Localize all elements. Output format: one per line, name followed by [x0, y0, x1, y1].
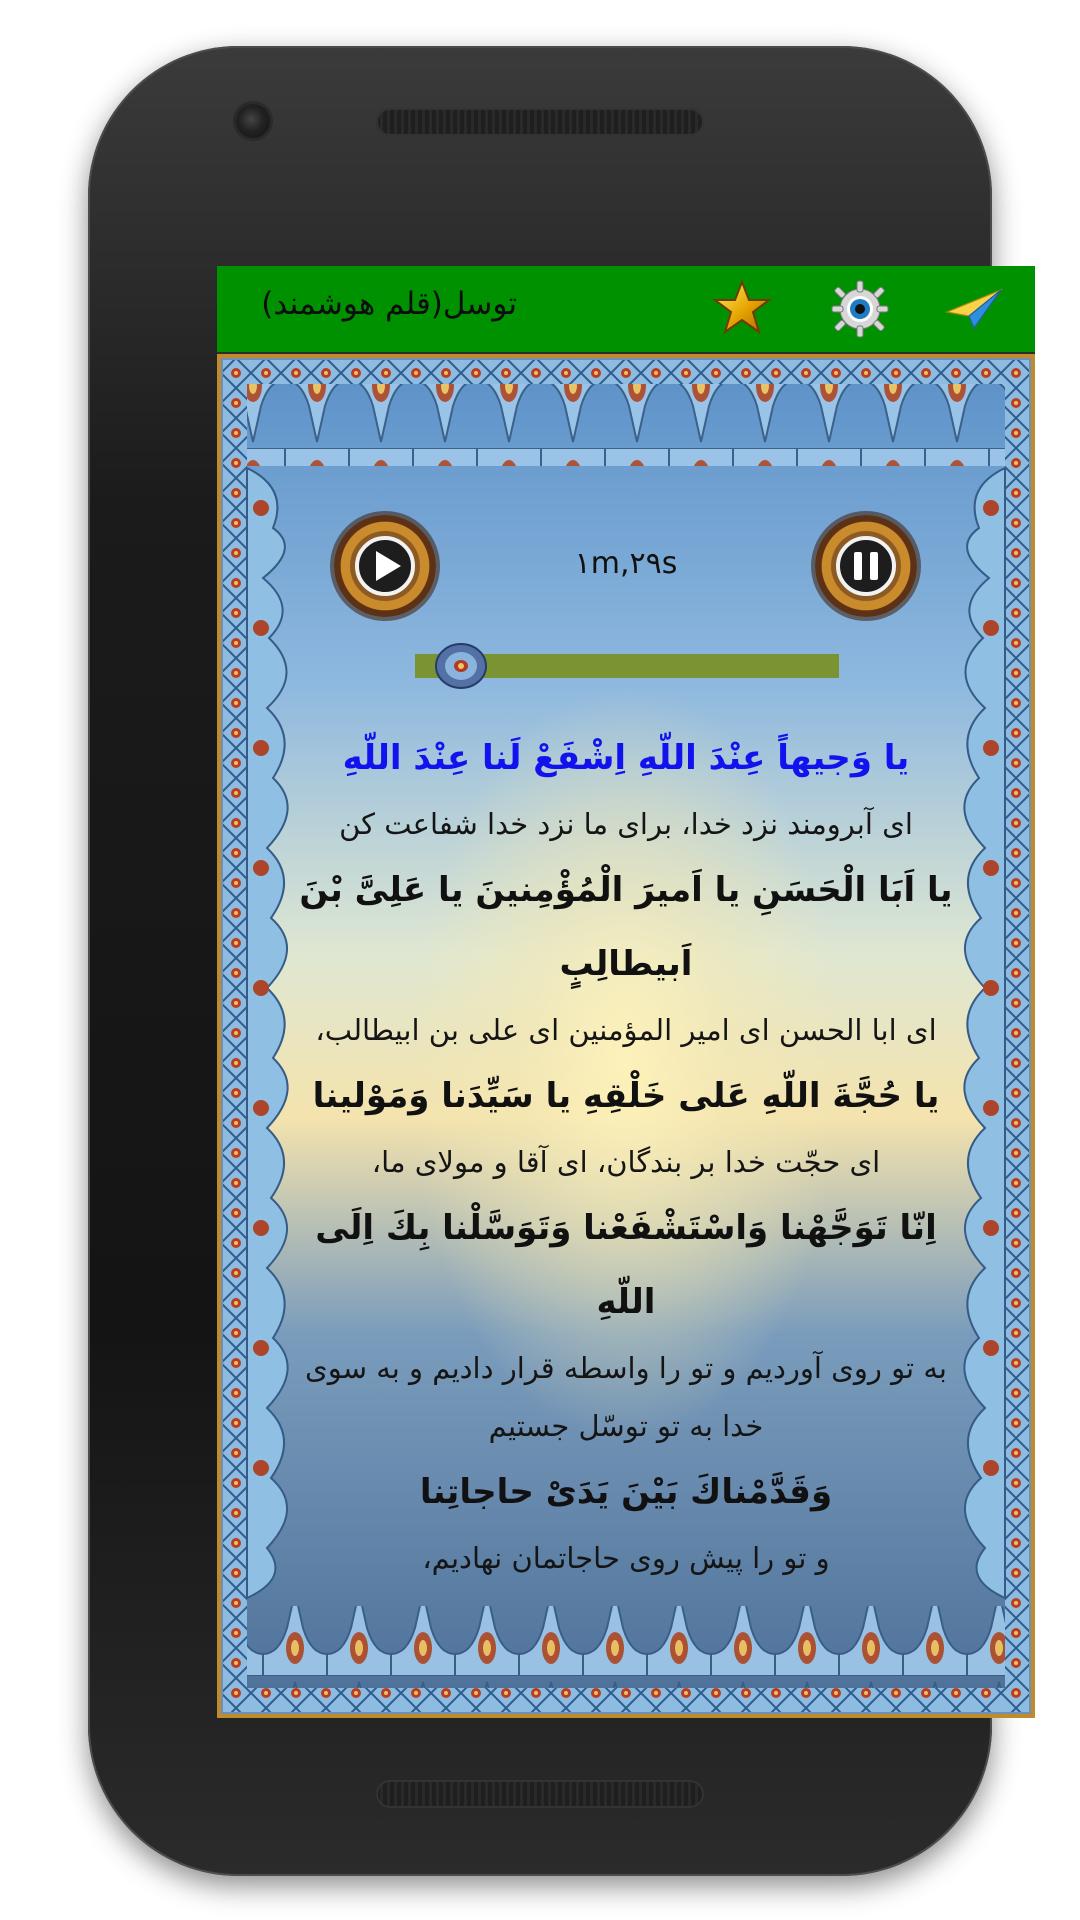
app-title: توسل(قلم هوشمند) [261, 286, 517, 322]
prayer-text [293, 721, 959, 1587]
farsi-line-4: به تو روی آوردیم و تو را واسطه قرار دادیم و به سوی خدا به تو توسّل جستیم [305, 1351, 947, 1443]
pause-button[interactable] [815, 515, 917, 617]
content-frame [217, 354, 1035, 1718]
star-icon [711, 278, 773, 340]
arabic-line-1: يا وَجيهاً عِنْدَ اللّهِ اِشْفَعْ لَنا عِنْدَ اللّهِ [342, 738, 910, 778]
farsi-line-5: و تو را پیش روی حاجاتمان نهادیم، [422, 1541, 830, 1575]
phone-frame [88, 46, 992, 1876]
arabic-line-4: اِنّا تَوَجَّهْنا وَاسْتَشْفَعْنا وَتَوَسَّلْنا بِكَ اِلَی اللّهِ [315, 1208, 937, 1322]
paper-plane-icon [943, 278, 1005, 340]
prayer-content [221, 358, 1031, 1714]
favorite-button[interactable] [711, 278, 773, 340]
arabic-line-2: يا اَبَا الْحَسَنِ يا اَميرَ الْمُؤْمِنينَ يا عَلِیَّ بْنَ اَبيطالِبٍ [299, 870, 953, 984]
bottom-speaker-grille [376, 1780, 704, 1808]
settings-button[interactable] [829, 278, 891, 340]
playback-time: ۱m,۲۹s [574, 546, 678, 581]
play-icon [334, 515, 436, 617]
app-screen [217, 266, 1035, 1718]
arabic-line-3: يا حُجَّةَ اللّهِ عَلی خَلْقِهِ يا سَيِّدَنا وَمَوْلينا [312, 1076, 940, 1116]
top-speaker-grille [376, 108, 704, 136]
seekbar-thumb[interactable] [434, 642, 488, 690]
share-button[interactable] [943, 278, 1005, 340]
ornamental-thumb-icon [434, 642, 488, 690]
pause-icon [815, 515, 917, 617]
toolbar [217, 266, 1035, 352]
farsi-line-2: ای ابا الحسن ای امیر المؤمنین ای علی بن ابیطالب، [315, 1013, 937, 1047]
farsi-line-1: ای آبرومند نزد خدا، برای ما نزد خدا شفاعت کن [339, 807, 913, 841]
front-camera [236, 104, 270, 138]
play-button[interactable] [334, 515, 436, 617]
arabic-line-5: وَقَدَّمْناكَ بَيْنَ يَدَیْ حاجاتِنا [419, 1472, 833, 1512]
farsi-line-3: ای حجّت خدا بر بندگان، ای آقا و مولای ما، [371, 1145, 881, 1179]
gear-icon [829, 278, 891, 340]
